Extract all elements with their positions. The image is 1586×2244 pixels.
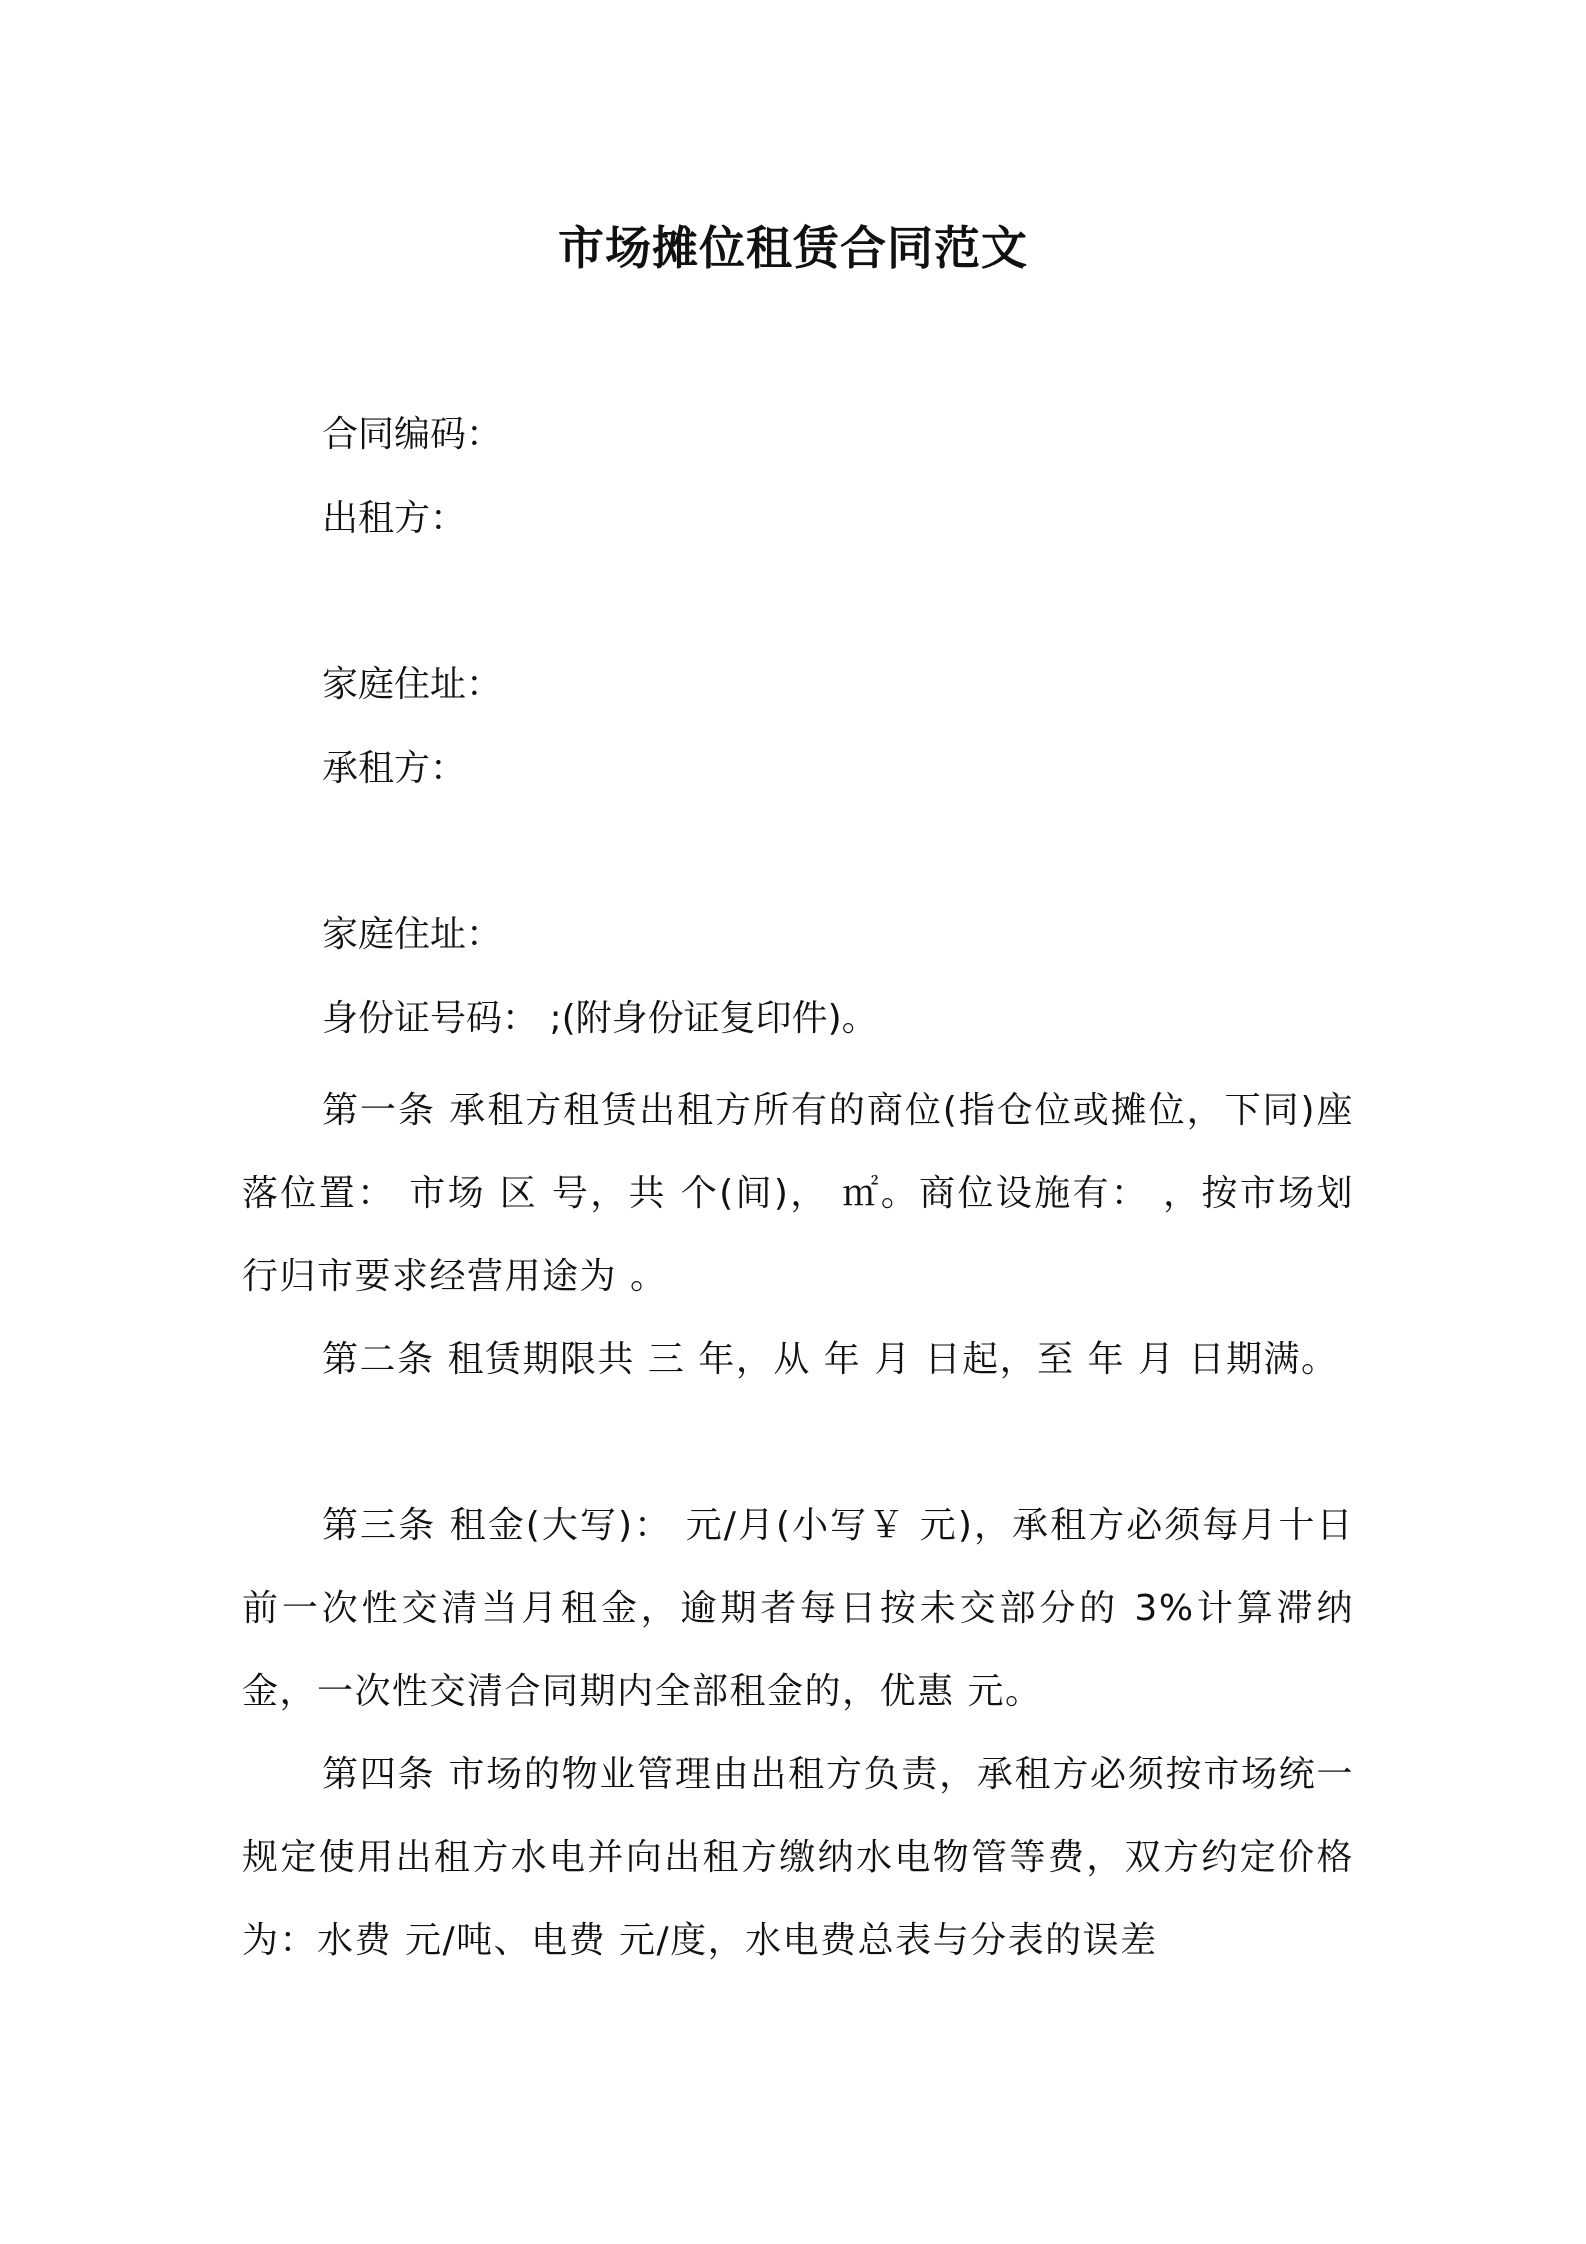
- lessor-address-label: 家庭住址：: [322, 664, 503, 705]
- lessee-address-label: 家庭住址：: [322, 914, 503, 955]
- id-number-label: 身份证号码： ;(附身份证复印件)。: [322, 998, 878, 1039]
- contract-number-label: 合同编码：: [322, 414, 503, 455]
- lessee-label: 承租方：: [322, 748, 467, 789]
- article-3: 第三条 租金(大写)： 元/月(小写￥ 元)，承租方必须每月十日前一次性交清当月租金，逾期者每日按未交部分的 3%计算滞纳金，一次性交清合同期内全部租金的，优惠 元。: [242, 1505, 1354, 1712]
- article-1: 第一条 承租方租赁出租方所有的商位(指仓位或摊位，下同)座落位置： 市场 区 号，共 个(间)， ㎡。商位设施有： ，按市场划行归市要求经营用途为 。: [242, 1090, 1354, 1297]
- document-title: 市场摊位租赁合同范文: [558, 221, 1028, 275]
- lessor-label: 出租方：: [322, 498, 467, 539]
- article-2: 第二条 租赁期限共 三 年，从 年 月 日起，至 年 月 日期满。: [322, 1339, 1339, 1380]
- article-4: 第四条 市场的物业管理由出租方负责，承租方必须按市场统一规定使用出租方水电并向出租方缴纳水电物管等费，双方约定价格为：水费 元/吨、电费 元/度，水电费总表与分表的误差: [242, 1754, 1354, 1961]
